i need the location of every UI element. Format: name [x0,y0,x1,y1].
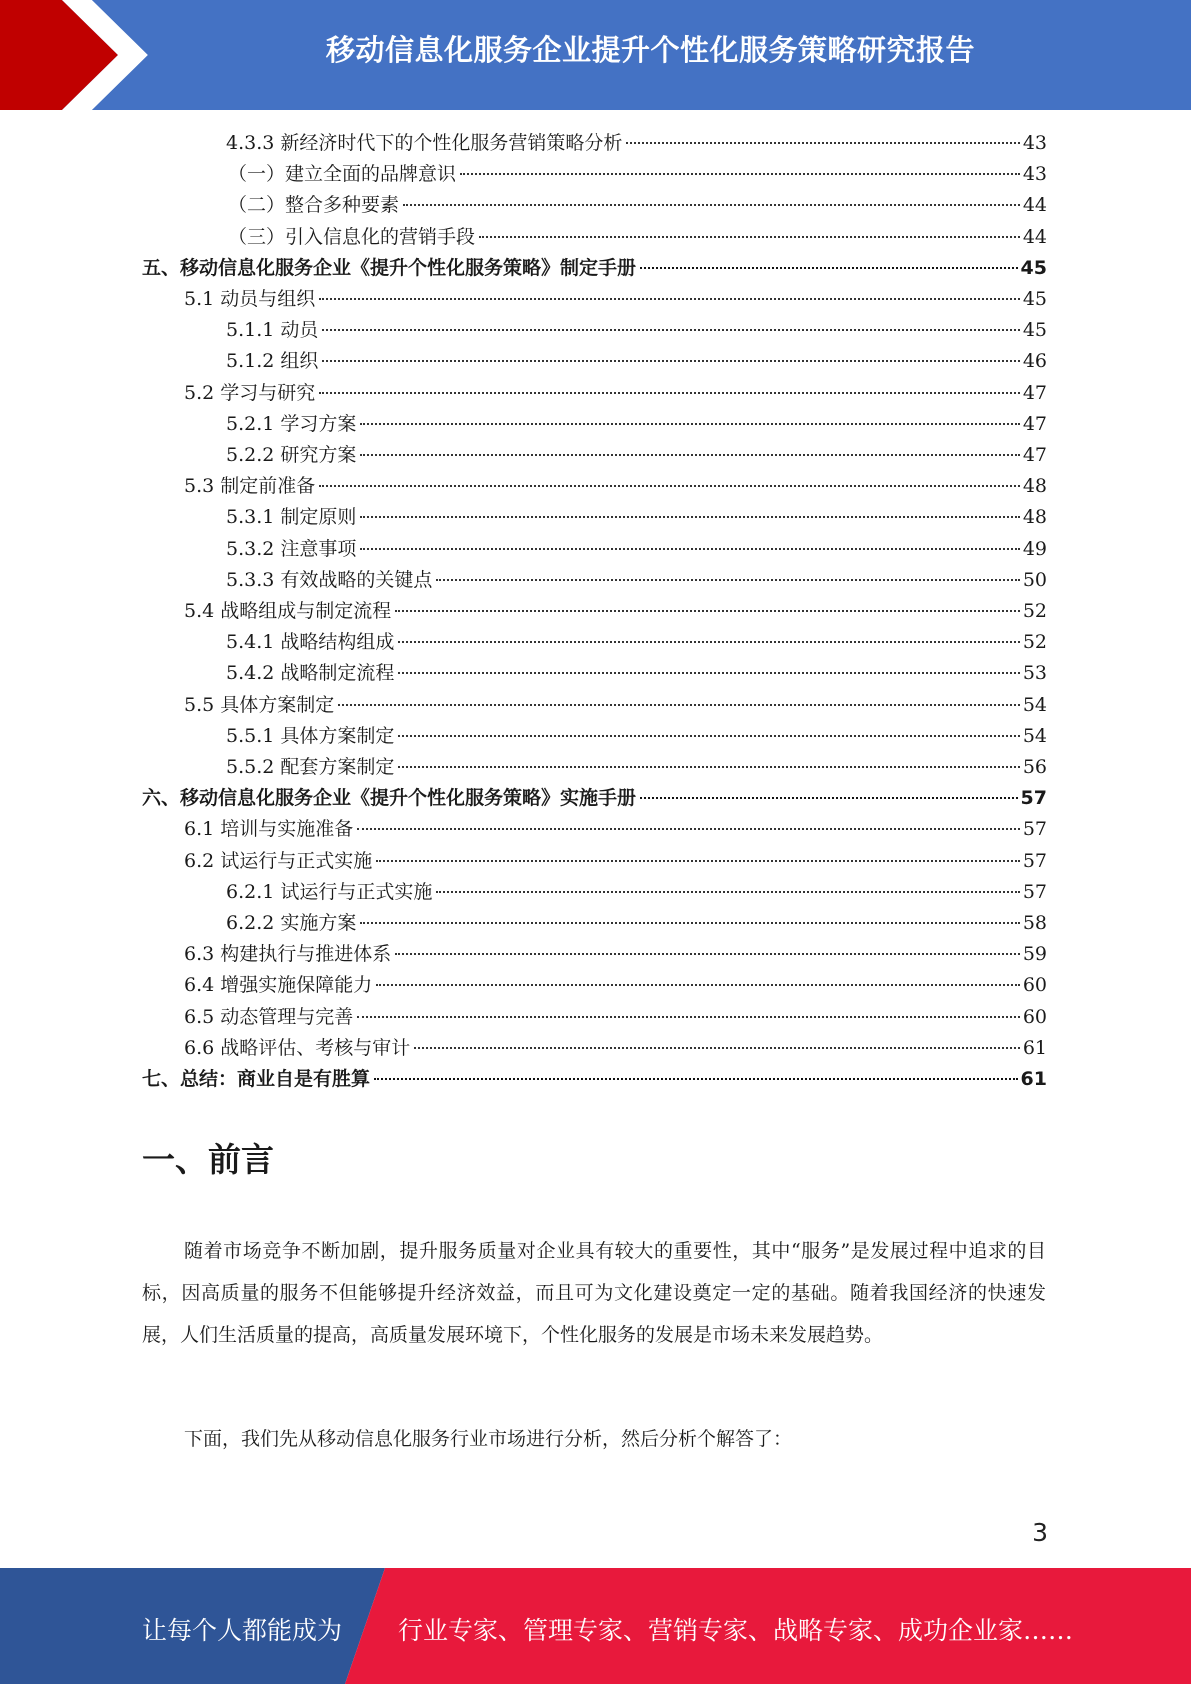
toc-entry[interactable] [0,908,1191,939]
section-heading: 一、前言 [142,1140,274,1179]
toc-entry[interactable] [0,315,1191,346]
toc-page-number: 47 [1022,381,1047,404]
toc-entry-title: （三）引入信息化的营销手段 [228,225,476,248]
toc-page-number: 45 [1022,319,1047,342]
toc-entry[interactable] [0,440,1191,471]
toc-dot-leader [374,1078,1018,1080]
report-title: 移动信息化服务企业提升个性化服务策略研究报告 [325,33,975,67]
toc-entry[interactable] [0,222,1191,253]
toc-entry[interactable] [0,409,1191,440]
toc-page-number: 46 [1022,350,1047,373]
toc-dot-leader [338,704,1020,706]
toc-dot-leader [395,610,1020,612]
page-number: 3 [1032,1518,1048,1547]
toc-entry[interactable] [0,471,1191,502]
toc-entry[interactable] [0,814,1191,845]
toc-dot-leader [360,922,1019,924]
toc-entry-title: 5.2.1 学习方案 [226,412,357,435]
body-paragraph: 下面，我们先从移动信息化服务行业市场进行分析，然后分析个解答了： [184,1428,793,1450]
toc-entry[interactable] [0,346,1191,377]
red-arrow-decoration [0,0,160,110]
toc-entry-title: 5.3.2 注意事项 [226,537,357,560]
footer-slogan-right: 行业专家、管理专家、营销专家、战略专家、成功企业家…… [398,1616,1074,1645]
toc-entry-title: 6.2 试运行与正式实施 [184,849,373,872]
toc-dot-leader [319,392,1020,394]
toc-entry-title: 5.2.2 研究方案 [226,444,357,466]
toc-entry[interactable] [0,128,1191,159]
toc-page-number: 43 [1022,163,1047,186]
toc-dot-leader [376,984,1020,986]
toc-page-number: 60 [1022,974,1047,997]
toc-dot-leader [398,672,1019,674]
toc-entry-title: 5.5.1 具体方案制定 [226,724,395,747]
toc-entry[interactable] [0,939,1191,970]
toc-page-number: 43 [1022,132,1047,154]
toc-page-number: 48 [1022,475,1047,498]
toc-page-number: 54 [1022,724,1047,747]
toc-dot-leader [403,204,1020,206]
toc-dot-leader [360,516,1019,518]
toc-entry[interactable] [0,159,1191,190]
toc-entry-title: 5.2 学习与研究 [184,381,316,404]
toc-page-number: 52 [1022,600,1047,622]
toc-page-number: 60 [1022,1005,1047,1028]
toc-entry[interactable] [0,502,1191,533]
toc-dot-leader [460,173,1020,175]
toc-dot-leader [395,953,1020,955]
toc-page-number: 57 [1022,849,1047,872]
toc-dot-leader [360,423,1019,425]
toc-entry-title: 六、移动信息化服务企业《提升个性化服务策略》实施手册 [142,787,637,810]
toc-dot-leader [640,267,1018,269]
toc-page-number: 59 [1022,943,1047,966]
toc-entry-title: 5.1 动员与组织 [184,288,316,310]
toc-dot-leader [398,735,1019,737]
toc-page-number: 61 [1020,1068,1047,1090]
toc-entry[interactable] [0,752,1191,783]
toc-entry[interactable] [0,658,1191,689]
toc-dot-leader [479,236,1020,238]
toc-dot-leader [376,860,1020,862]
toc-entry[interactable] [0,1064,1191,1095]
toc-page-number: 53 [1022,662,1047,685]
toc-page-number: 47 [1022,412,1047,435]
toc-entry[interactable] [0,190,1191,221]
toc-dot-leader [626,142,1019,144]
toc-dot-leader [357,1016,1020,1018]
toc-page-number: 54 [1022,693,1047,716]
toc-page-number: 49 [1022,537,1047,560]
toc-entry[interactable] [0,596,1191,627]
toc-entry-title: 6.2.1 试运行与正式实施 [226,880,433,903]
toc-entry-title: 5.3 制定前准备 [184,475,316,498]
toc-entry-title: 5.1.2 组织 [226,350,319,373]
page-footer [0,1568,1191,1684]
toc-entry[interactable] [0,970,1191,1001]
toc-entry-title: （一）建立全面的品牌意识 [228,163,457,186]
toc-dot-leader [319,485,1020,487]
toc-entry[interactable] [0,565,1191,596]
toc-dot-leader [322,360,1019,362]
toc-entry-title: 6.3 构建执行与推进体系 [184,943,392,966]
footer-slogan-left: 让每个人都能成为 [142,1616,343,1645]
toc-entry-title: 6.2.2 实施方案 [226,912,357,934]
toc-entry[interactable] [0,534,1191,565]
toc-entry[interactable] [0,690,1191,721]
toc-entry[interactable] [0,846,1191,877]
toc-page-number: 45 [1020,256,1047,279]
toc-entry[interactable] [0,783,1191,814]
toc-entry-title: 5.3.3 有效战略的关键点 [226,568,433,591]
toc-page-number: 61 [1022,1036,1047,1059]
toc-page-number: 50 [1022,568,1047,591]
toc-entry-title: 5.4 战略组成与制定流程 [184,600,392,622]
toc-page-number: 57 [1020,787,1047,810]
toc-entry-title: 七、总结：商业自是有胜算 [142,1068,371,1090]
toc-entry-title: （二）整合多种要素 [228,194,400,217]
toc-entry-title: 4.3.3 新经济时代下的个性化服务营销策略分析 [226,132,623,154]
toc-entry[interactable] [0,721,1191,752]
toc-entry[interactable] [0,877,1191,908]
toc-entry[interactable] [0,378,1191,409]
toc-dot-leader [322,329,1019,331]
toc-entry-title: 6.1 培训与实施准备 [184,818,354,841]
toc-dot-leader [436,579,1019,581]
toc-entry[interactable] [0,284,1191,315]
toc-dot-leader [360,548,1019,550]
toc-page-number: 52 [1022,631,1047,654]
toc-entry-title: 5.1.1 动员 [226,319,319,342]
toc-entry-title: 5.5 具体方案制定 [184,693,335,716]
toc-page-number: 57 [1022,818,1047,841]
toc-dot-leader [357,828,1020,830]
toc-dot-leader [398,766,1019,768]
toc-dot-leader [360,454,1019,456]
toc-entry[interactable] [0,1033,1191,1064]
toc-entry[interactable] [0,627,1191,658]
toc-entry-title: 5.4.2 战略制定流程 [226,662,395,685]
toc-entry-title: 5.4.1 战略结构组成 [226,631,395,654]
toc-entry-title: 五、移动信息化服务企业《提升个性化服务策略》制定手册 [142,256,637,279]
toc-page-number: 48 [1022,506,1047,529]
toc-entry-title: 5.3.1 制定原则 [226,506,357,529]
toc-page-number: 45 [1022,288,1047,310]
toc-entry[interactable] [0,1002,1191,1033]
toc-page-number: 44 [1022,194,1047,217]
toc-entry-title: 6.4 增强实施保障能力 [184,974,373,997]
toc-page-number: 47 [1022,444,1047,466]
toc-entry-title: 6.5 动态管理与完善 [184,1005,354,1028]
toc-dot-leader [414,1047,1020,1049]
toc-page-number: 57 [1022,880,1047,903]
toc-page-number: 56 [1022,756,1047,778]
toc-page-number: 44 [1022,225,1047,248]
toc-entry[interactable] [0,253,1191,284]
toc-dot-leader [319,298,1020,300]
body-paragraph: 随着市场竞争不断加剧，提升服务质量对企业具有较大的重要性，其中“服务”是发展过程中追求的目标，因高质量的服务不但能够提升经济效益，而且可为文化建设奠定一定的基础。随着我国经济的快速发展，人们生活质量的提高，高质量发展环境下，个性化服务的发展是市场未来发展趋势。 [142,1240,1046,1346]
toc-entry-title: 6.6 战略评估、考核与审计 [184,1036,411,1059]
toc-page-number: 58 [1022,912,1047,934]
toc-dot-leader [640,797,1018,799]
toc-dot-leader [436,891,1019,893]
page-header [0,0,1191,110]
toc-entry-title: 5.5.2 配套方案制定 [226,756,395,778]
toc-dot-leader [398,641,1019,643]
